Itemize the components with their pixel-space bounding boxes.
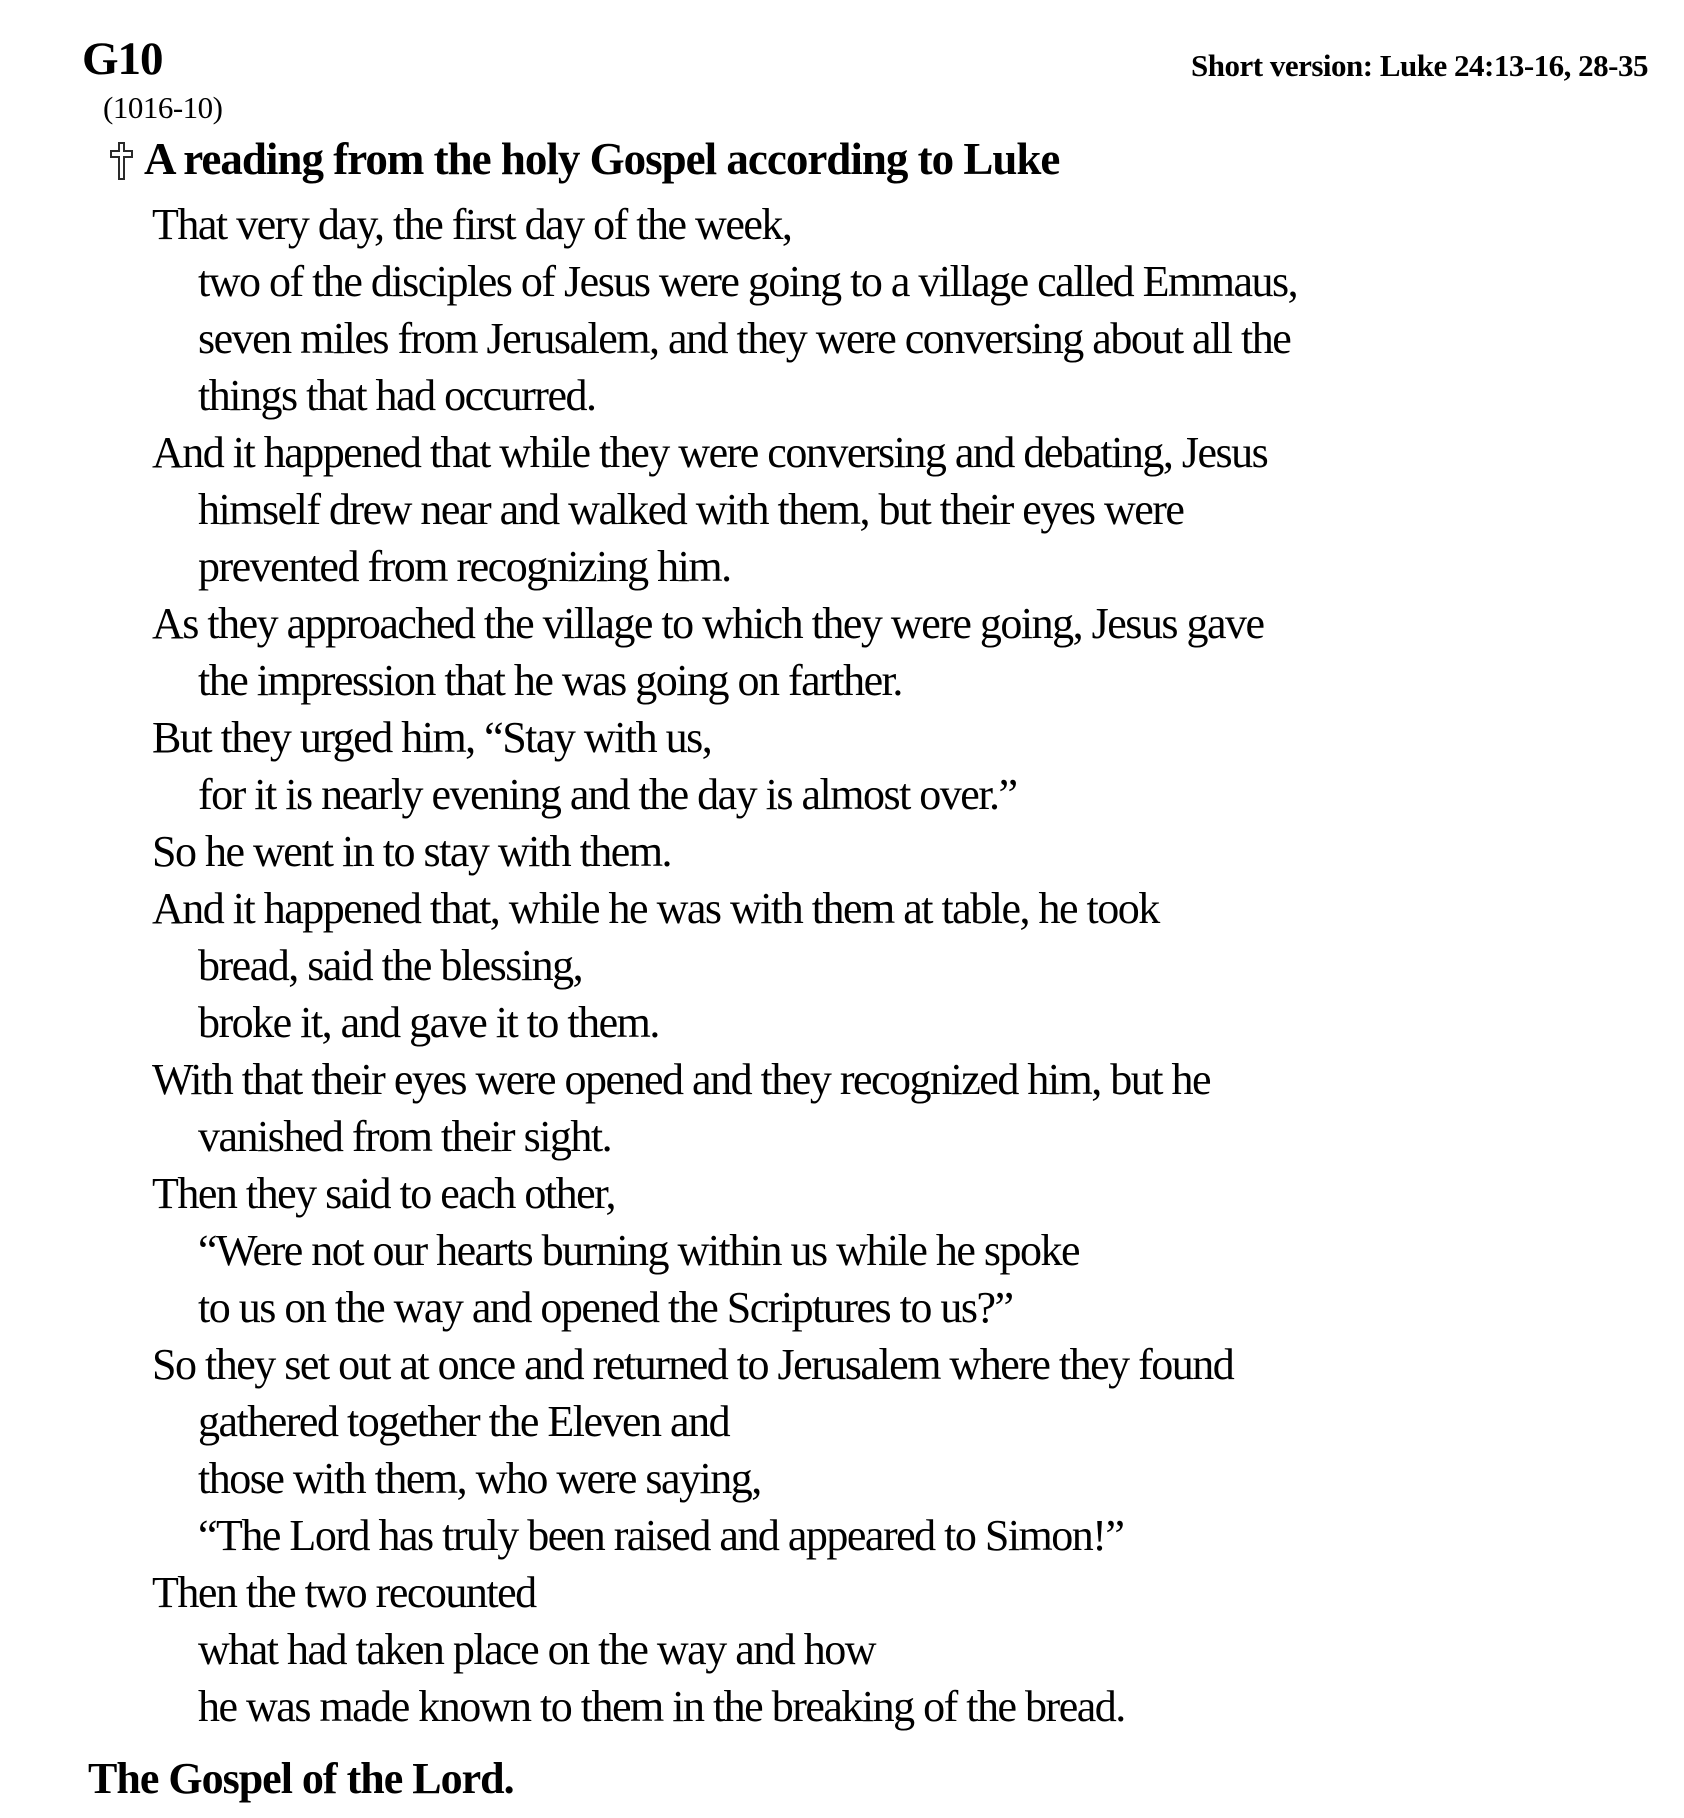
reading-line: So he went in to stay with them. [152, 827, 672, 876]
reading-line: bread, said the blessing, [198, 941, 583, 990]
reading-line: for it is nearly evening and the day is almost over.” [198, 770, 1017, 819]
reading-line: he was made known to them in the breaking of the bread. [198, 1682, 1125, 1731]
reading-line: broke it, and gave it to them. [198, 998, 659, 1047]
reading-line: “The Lord has truly been raised and appeared to Simon!” [198, 1511, 1124, 1560]
reading-line: Then they said to each other, [152, 1169, 615, 1218]
reading-line: things that had occurred. [198, 371, 596, 420]
latin-cross-icon [110, 137, 133, 175]
reading-body [0, 196, 1684, 1735]
reading-line: “Were not our hearts burning within us while he spoke [198, 1226, 1080, 1275]
reading-line: gathered together the Eleven and [198, 1397, 730, 1446]
reading-line: But they urged him, “Stay with us, [152, 713, 712, 762]
reading-line: vanished from their sight. [198, 1112, 612, 1161]
gospel-footer: The Gospel of the Lord. [88, 1754, 514, 1803]
reading-line: That very day, the first day of the week, [152, 200, 792, 249]
reading-line: the impression that he was going on farther. [198, 656, 902, 705]
lection-code: G10 [82, 33, 163, 85]
reading-line: As they approached the village to which they were going, Jesus gave [152, 599, 1264, 648]
gospel-heading [110, 131, 1059, 188]
short-version-reference: Short version: Luke 24:13-16, 28-35 [1191, 48, 1648, 83]
reading-line: seven miles from Jerusalem, and they were conversing about all the [198, 314, 1291, 363]
reading-line: what had taken place on the way and how [198, 1625, 876, 1674]
reading-line: And it happened that while they were conversing and debating, Jesus [152, 428, 1268, 477]
gospel-heading-text: A reading from the holy Gospel according to Luke [144, 134, 1060, 184]
reading-line: two of the disciples of Jesus were going to a village called Emmaus, [198, 257, 1298, 306]
reading-line: Then the two recounted [152, 1568, 536, 1617]
reading-line: himself drew near and walked with them, but their eyes were [198, 485, 1184, 534]
reading-line: those with them, who were saying, [198, 1454, 761, 1503]
reading-line: And it happened that, while he was with them at table, he took [152, 884, 1159, 933]
reading-line: prevented from recognizing him. [198, 542, 731, 591]
reading-line: So they set out at once and returned to Jerusalem where they found [152, 1340, 1234, 1389]
reading-line: to us on the way and opened the Scriptures to us?” [198, 1283, 1013, 1332]
reading-line: With that their eyes were opened and they recognized him, but he [152, 1055, 1211, 1104]
lection-code-number: (1016-10) [103, 90, 223, 125]
